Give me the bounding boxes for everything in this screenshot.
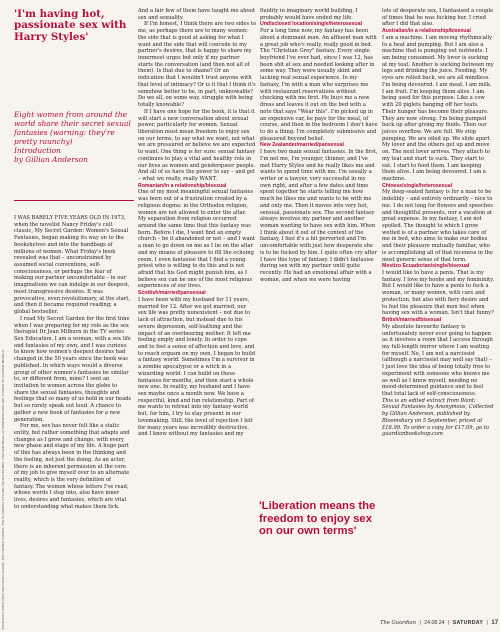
body-paragraph: One of my most meaningful sexual fantasies was born out of a frustration created by a religious dogma: in the Orthodox religion, women are not allowed to enter the altar. My separation from religion occurred around the same time that this fantasy was born. Before I die, I want find an empty church – be it abandoned or not – and I want a man to go down on me as I lie on the altar and my moans of pleasure to fill the echoing room. I even fantasise that I find a young priest who is willing to do this and is not afraid that his God might punish him, as I believe sex can be one of the most religious experiences of our lives.	[138, 189, 255, 290]
column-3	[260, 8, 378, 283]
body-paragraph: I have two main sexual fantasies. In the first, I'm not me, I'm younger, thinner, and I've met Harry Styles and he really likes me and wants to spend time with me. I'm usually a writer or a lawyer, very successful in my own right, and after a few dates and time spent together he starts telling me how much he likes me and wants to be with me and only me. Then it moves into very hot, sensual, passionate sex. The second fantasy always involves my partner and another woman wanting to have sex with him. When I think about it out of the context of the fantasy, I feel it's a bit perverted and I'm uncomfortable with just how desperate she is to be fucked by him. I quite often cry after I have this type of fantasy. I didn't fantasise during sex with my partner until quite recently. He had an emotional affair with a woman, and when we were having	[260, 149, 378, 283]
intro-paragraph-2: I read My Secret Garden for the first time when I was preparing for my role as the sex therapist Dr Jean Milburn in the TV series Sex Education. I am a woman, with a sex life and fantasies of my own, and I was curious to know how women's deepest desires had changed in the 50 years since the book was published. In which ways would a diverse group of other women's fantasies be similar to, or different from, mine? I sent an invitation to women across the globe to share the sexual fantasies, thoughts and feelings that so many of us hold in our heads but so rarely speak out loud. A chance to gather a new book of fantasies for a new generation.	[14, 315, 132, 423]
fantasy-subheading: Mestizo Ecuadorian/single/bisexual	[382, 263, 470, 270]
body-paragraph: I am a machine. I am moving rhythmically to a beat and pumping. But I am also a machine that is pumping out nutrients. I am being consumed. My lover is sucking at my teat. Another is sucking between my legs and drinking the juice. Feeding. My eyes are rolled back, we are all mindless. I'm being devoured. I am meat. I am milk. I am fruit. I'm keeping them alive. I am being used for this purpose. Like a cow with 20 piglets hanging off her teats. Their hunger has become their pleasure. They are now strong. I'm being pumped back up after giving my fluids. Then our juices overflow. We are full. We stop pumping. We are oiled up. We slide apart. My lover and the others get up and move on. The next lover arrives. They attach to my teat and start to suck. They start to eat. I start to feed them. I am keeping them alive. I am being devoured. I am a machine.	[382, 34, 494, 182]
footer-separator: |	[419, 620, 421, 626]
pull-quote	[259, 500, 377, 538]
footer-publication: The Guardian	[380, 620, 416, 626]
fantasy-subheading: Australian/in a relationship/bisexual	[382, 28, 471, 35]
body-paragraph: I have been with my husband for 11 years, married for 12. After we got married, our sex life was pretty nonexistent – not due to lack of attraction, but instead due to his severe depression, self-loathing and the impact of an overbearing mother. It left me feeling empty and lonely. In order to cope and to feel a sense of affection and love, and to reach orgasm on my own, I began to build a fantasy world. Sometimes I'm a survivor in a zombie apocalypse or a witch in a wizarding world. I can build on these fantasies for months, and then start a whole new one. In reality, my husband and I have sex maybe once a month now. We have a respectful, kind and fun relationship. Part of me wants to retreat into my fantasy world but, for him, I try to stay present in our lovemaking. Still, the level of rejection I felt for many years was incredibly destructive, and I know without my fantasies and my	[138, 296, 256, 438]
body-paragraph: If I have one hope for the book, it is that it will start a new conversation about sexual power, particularly for women. Sexual liberation must mean freedom to enjoy sex on our terms, to say what we want, not what we are pressured or believe we are expected to want. One thing is for sure: sexual fantasy continues to play a vital and healthy role in our lives as women and genderqueer people. And all of us have the power to say – and get – what we really, really WANT.	[138, 108, 256, 182]
fantasy-subheading: British/married/bisexual	[382, 317, 442, 324]
page-number: 17	[491, 620, 499, 626]
intro-label: Introduction	[14, 146, 61, 155]
body-paragraph: My deep-seated fantasy is for a man to be indelibly – and entirely ordinarily – nice to me. I do not long for flowers and speeches and thoughtful presents, nor a vacation at great expense. In my fantasy, I am not spoiled. The thought to which I grow wetted is of a partner who takes care of me in bed, who aims to make our bodies and their pleasure mutually familiar, who is accomplishing all of that niceness in the most generic sense of that term.	[382, 189, 494, 263]
footer-day: SATURDAY	[452, 620, 484, 626]
body-paragraph: I would like to have a penis. That is my fantasy. I love my boobs and my femininity. But I would like to have a penis to fuck a woman, or many women, with care and protection, but also with fiery desire and to feel the pleasure that men feel when having sex with a woman. Isn't that funny?	[382, 270, 494, 317]
fantasy-subheading: Romanian/in a relationship/bisexual	[138, 182, 227, 189]
page-footer	[380, 620, 499, 626]
headline: 'I'm having hot, passionate sex with Harry Styles'	[14, 8, 127, 43]
intro-paragraph-1: I WAS BARELY FIVE YEARS OLD IN 1973, when the novelist Nancy Friday's cult classic, My Secret Garden: Women's Sexual Fantasies, began making its way on to the bookshelves and into the handbags of millions of women. What Friday's book revealed was that – unconstrained by assumed social conventions, self-consciousness, or perhaps the fear of making our partner uncomfortable – in our imaginations we can indulge in our deepest, most transgressive desires. It was provocative, even revolutionary, at the start, and then it became required reading; a global bestseller.	[14, 215, 130, 316]
footer-separator: |	[447, 620, 450, 626]
footer-separator: |	[486, 620, 488, 626]
divider-rule	[14, 200, 134, 201]
body-paragraph: fluidity in imaginary world building, I probably would have ended my life.	[260, 8, 358, 21]
body-paragraph: For a long time now, my fantasy has been about a dominant man. An affluent man with a great job who's really, really good in bed. The "Christian Grey" fantasy. Every single boyfriend I've ever had, since I was 12, has been shit at sex and needed looking after in some way. They were usually skint and lacking real sexual experience. In my fantasy, I'm with a man who surprises me with restaurant reservations without checking with me first. He buys me a new dress and leaves it out on the bed with a note that says "Wear this". I'm picked up in an expensive car, he pays for the meal, of course, and then in the bedroom I don't have to do a thing. I'm completely submissive and pleasured beyond belief.	[260, 28, 378, 142]
body-paragraph: My absolute favourite fantasy is unfortunately never ever going to happen as it involves a room that I access through my full-length mirror where I am waiting for myself. No, I am not a narcissist (although a narcissist may well say that) – I just love the idea of being totally free to experiment with someone who knows me as well as I know myself, needing no mood-determined guidance and to feel that total lack of self-consciousness.	[382, 323, 493, 397]
column-1	[14, 215, 132, 511]
body-paragraph: lots of desperate sex, I fantasised a couple of times that he was fucking her. I cried after I did that also.	[382, 8, 494, 28]
fantasy-subheading: Scottish/married/pansexual	[138, 290, 206, 297]
column-4	[382, 8, 494, 438]
standfirst	[14, 110, 134, 164]
column-2	[138, 8, 256, 438]
standfirst-text: Eight women from around the world share their secret sexual fantasies (warning: they're pretty raunchy)	[14, 110, 131, 146]
photo-credits: PORTRAITS: ROSS TOXS AND DAVID LEVENE; TOP: HANNAH DAVIES. THE GUARDIAN. STYLING: HELEN HOLMES, HAIR AND MAKE-UP. SAMANTHA COLLINS. THANKS TO CASTING MODELS.	[1, 349, 5, 630]
intro-paragraph-3: For me, sex has never felt like a static entity, but rather something that adapts and changes as I grow and change, with every new phase and stage of my life. A huge part of this has always been in the thinking and the feeling, not just the doing. As an actor, there is an inherent permission at the core of my job to give myself over to an alternate reality, which is the very definition of fantasy. The women whose letters I've read, whose words I step into, also have inner lives, desires and fantasies, which are vital to understanding what makes them tick.	[14, 423, 130, 510]
fantasy-subheading: New Zealander/married/pansexual	[260, 142, 344, 149]
body-paragraph: If I'm honest, I think there are two sides to me, as perhaps there are to many women: the side that is good at asking for what I want and the side that will concede to my partner's desires, that is happy to share my innermost urges but only if my partner starts the conversation (and then not all of them). Is that due to shame? Or an indication that I wouldn't trust anyone with that level of intimacy? Or is it that I think it's somehow better to be, in part, unknowable? Do we all, on some way, struggle with being totally knowable?	[138, 21, 256, 109]
fantasy-subheading: Undisclosed location/single/heterosexual	[260, 21, 363, 28]
footer-date: 24.08.24	[424, 620, 445, 626]
pull-quote-text: 'Liberation means the freedom to enjoy sex on our own terms'	[259, 500, 376, 538]
book-extract-note: This is an edited extract from Want: Sexual Fantasies by Anonymous, Collected by Gillian Anderson, published by Bloomsbury on 5 September, priced at £18.99. To order a copy for £17.09, go to guardianbookshop.com	[382, 397, 494, 438]
body-paragraph: And a fair few of them have taught me about sex and sexuality.	[138, 8, 255, 21]
fantasy-subheading: Chinese/single/heterosexual	[382, 182, 453, 189]
byline: by Gillian Anderson	[14, 155, 88, 164]
